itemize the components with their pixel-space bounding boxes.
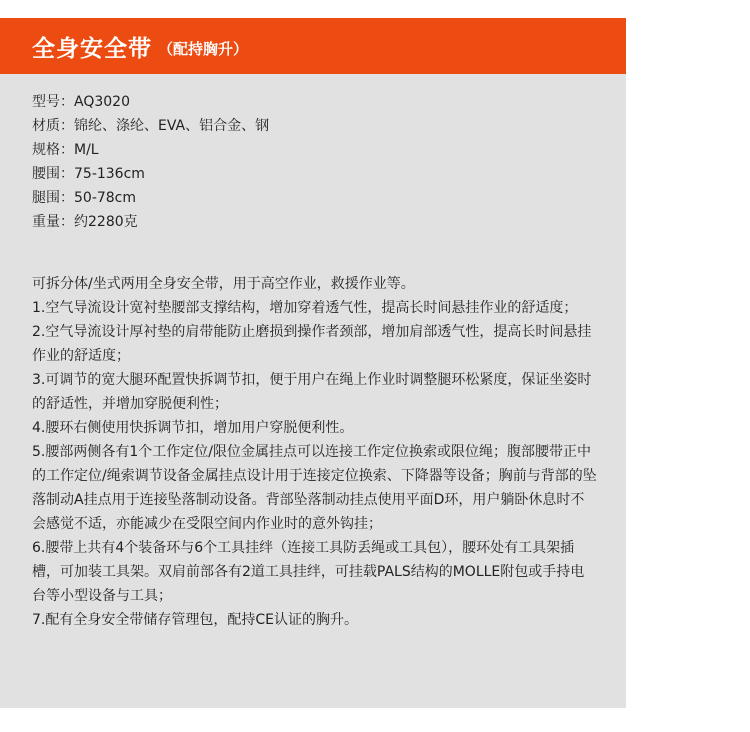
description-item-4: 4.腰环右侧使用快拆调节扣，增加用户穿脱便利性。 [32,420,354,436]
spec-label: 材质： [32,118,74,134]
spec-label: 腿围： [32,190,74,206]
spec-row-leg [32,186,269,210]
spec-label: 规格： [32,142,74,158]
spec-value: 锦纶、涤纶、EVA、铝合金、钢 [74,118,270,134]
description-item-5: 5.腰部两侧各有1个工作定位/限位金属挂点可以连接工作定位换索或限位绳；腹部腰带正中的工作定位/绳索调节设备金属挂点设计用于连接定位换索、下降器等设备；胸前与背部的坠落制动A挂点用于连接坠落制动设备。背部坠落制动挂点使用平面D环，用户躺卧休息时不会感觉不适，亦能减少在受限空间内作业时的意外钩挂； [32,444,597,532]
spec-label: 重量： [32,214,74,230]
spec-value: 75-136cm [74,166,145,182]
spec-row-model [32,90,269,114]
spec-row-weight [32,210,269,234]
spec-row-material [32,114,269,138]
description-item-7: 7.配有全身安全带储存管理包，配持CE认证的胸升。 [32,612,358,628]
description-item-3: 3.可调节的宽大腿环配置快拆调节扣，便于用户在绳上作业时调整腿环松紧度，保证坐姿时的舒适性，并增加穿脱便利性； [32,372,592,412]
spec-value: AQ3020 [74,94,130,110]
product-title: 全身安全带 [32,35,152,62]
spec-list [32,90,269,234]
description-item-1: 1.空气导流设计宽衬垫腰部支撑结构，增加穿着透气性，提高长时间悬挂作业的舒适度； [32,300,578,316]
description-item-6: 6.腰带上共有4个装备环与6个工具挂绊（连接工具防丢绳或工具包），腰环处有工具架插槽，可加装工具架。双肩前部各有2道工具挂绊，可挂载PALS结构的MOLLE附包或手持电台等小型设备与工具； [32,540,585,604]
product-card [0,18,626,708]
description-intro: 可拆分体/坐式两用全身安全带，用于高空作业，救援作业等。 [32,276,415,292]
spec-row-size [32,138,269,162]
spec-label: 型号： [32,94,74,110]
spec-value: 约2280克 [74,214,138,230]
spec-value: M/L [74,142,99,158]
spec-value: 50-78cm [74,190,137,206]
spec-label: 腰围： [32,166,74,182]
product-subtitle: （配持胸升） [158,39,249,58]
description-item-2: 2.空气导流设计厚衬垫的肩带能防止磨损到操作者颈部，增加肩部透气性，提高长时间悬挂作业的舒适度； [32,324,592,364]
header-bar [0,18,626,74]
description-block [32,272,598,632]
spec-row-waist [32,162,269,186]
